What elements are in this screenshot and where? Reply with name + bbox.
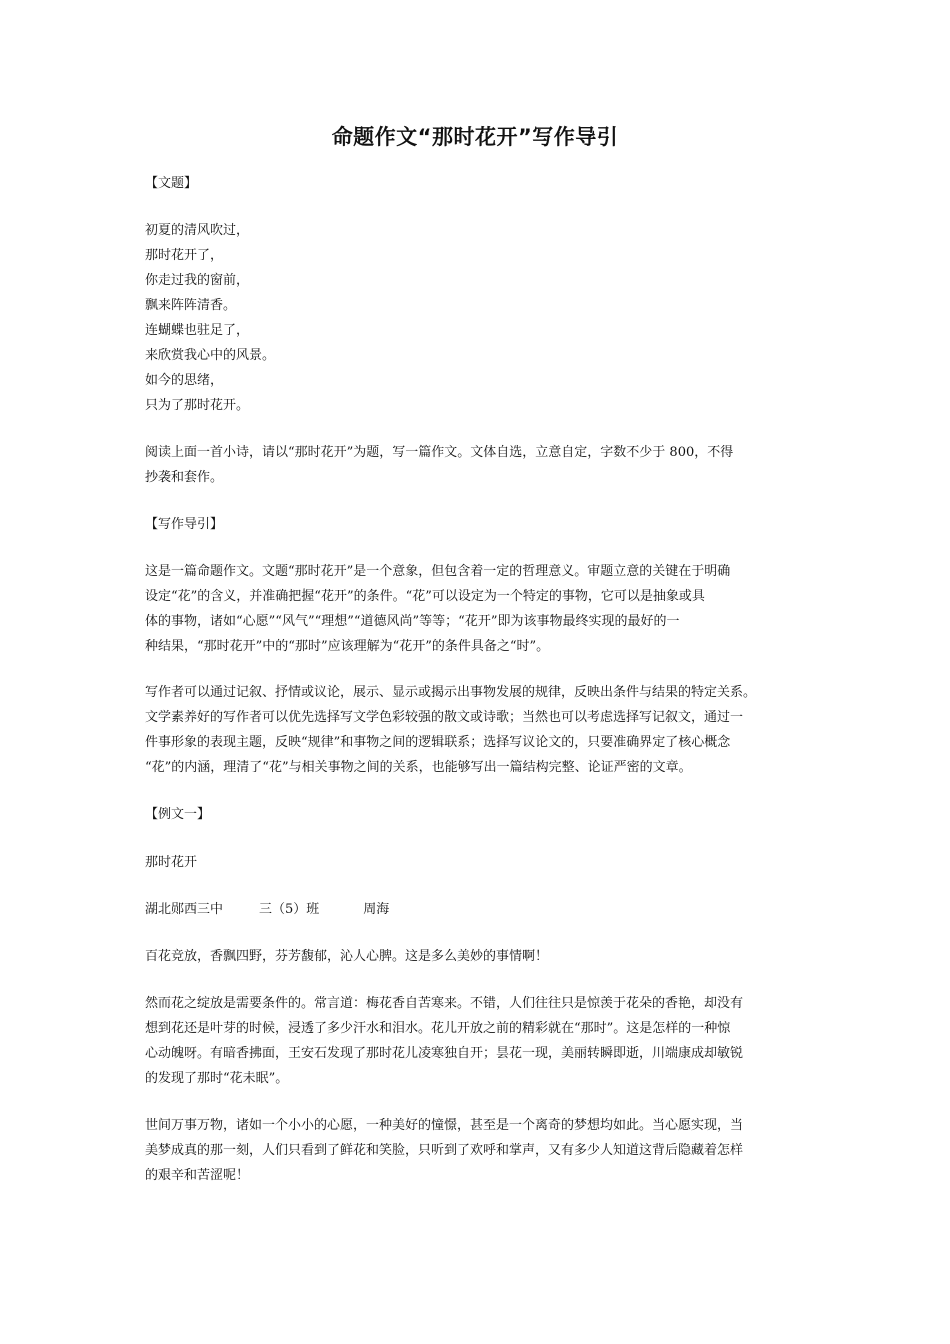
essay-author-line xyxy=(145,900,815,920)
guide-paragraph-line: 设定“花”的含义，并准确把握“花开”的条件。“花”可以设定为一个特定的事物，它可以是抽象或具 xyxy=(145,589,705,604)
guide-paragraph-line: 体的事物，诸如“心愿”“风气”“理想”“道德风尚”等等；“花开”即为该事物最终实现的最好的一 xyxy=(145,614,680,629)
author-class: 三（5）班 xyxy=(259,902,320,917)
essay-paragraph-line: 百花竞放，香飘四野，芬芳馥郁，沁人心脾。这是多么美妙的事情啊！ xyxy=(145,949,549,964)
poem-line: 来欣赏我心中的风景。 xyxy=(145,348,276,363)
poem-line: 你走过我的窗前， xyxy=(145,273,250,288)
essay-paragraph-line: 然而花之绽放是需要条件的。常言道：梅花香自苦寒来。不错，人们往往只是惊羡于花朵的香艳，却没有 xyxy=(145,996,744,1011)
guide-paragraph-line: 这是一篇命题作文。文题“那时花开”是一个意象，但包含着一定的哲理意义。审题立意的关键在于明确 xyxy=(145,564,731,579)
guide-paragraph-line: 件事形象的表现主题，反映“规律”和事物之间的逻辑联系；选择写议论文的，只要准确界定了核心概念 xyxy=(145,735,731,750)
guide-paragraph-line: 种结果，“那时花开”中的“那时”应该理解为“花开”的条件具备之“时”。 xyxy=(145,639,550,654)
poem-line: 那时花开了， xyxy=(145,248,224,263)
prompt-line: 抄袭和套作。 xyxy=(145,470,224,485)
author-name: 周海 xyxy=(363,902,390,917)
poem-line: 连蝴蝶也驻足了， xyxy=(145,323,250,338)
guide-paragraph-line: “花”的内涵，理清了“花”与相关事物之间的关系，也能够写出一篇结构完整、论证严密的文章。 xyxy=(145,760,692,775)
essay-paragraph-line: 的发现了那时“花未眠”。 xyxy=(145,1071,289,1086)
poem-line: 飘来阵阵清香。 xyxy=(145,298,237,313)
poem-line: 如今的思绪， xyxy=(145,373,224,388)
section-heading-guide: 【写作导引】 xyxy=(145,517,224,532)
poem-line: 只为了那时花开。 xyxy=(145,398,250,413)
section-heading-example: 【例文一】 xyxy=(145,807,211,822)
essay-paragraph-line: 世间万事万物，诸如一个小小的心愿，一种美好的憧憬，甚至是一个离奇的梦想均如此。当心愿实现，当 xyxy=(145,1118,744,1133)
essay-paragraph-line: 想到花还是叶芽的时候，浸透了多少汗水和泪水。花儿开放之前的精彩就在“那时”。这是怎样的一种惊 xyxy=(145,1021,731,1036)
section-heading-topic: 【文题】 xyxy=(145,176,198,191)
essay-paragraph-line: 美梦成真的那一刻，人们只看到了鲜花和笑脸，只听到了欢呼和掌声，又有多少人知道这背后隐藏着怎样 xyxy=(145,1143,744,1158)
guide-paragraph-line: 写作者可以通过记叙、抒情或议论，展示、显示或揭示出事物发展的规律，反映出条件与结果的特定关系。 xyxy=(145,685,757,700)
author-school: 湖北郧西三中 xyxy=(145,902,224,917)
essay-paragraph-line: 心动魄呀。有暗香拂面，王安石发现了那时花儿凌寒独自开；昙花一现，美丽转瞬即逝，川端康成却敏锐 xyxy=(145,1046,744,1061)
page-title: 命题作文“那时花开”写作导引 xyxy=(331,125,619,149)
essay-paragraph-line: 的艰辛和苦涩呢！ xyxy=(145,1168,250,1183)
prompt-line: 阅读上面一首小诗，请以“那时花开”为题，写一篇作文。文体自选，立意自定，字数不少于 800，不得 xyxy=(145,445,734,460)
guide-paragraph-line: 文学素养好的写作者可以优先选择写文学色彩较强的散文或诗歌；当然也可以考虑选择写记叙文，通过一 xyxy=(145,710,744,725)
poem-line: 初夏的清风吹过， xyxy=(145,223,250,238)
essay-title: 那时花开 xyxy=(145,855,198,870)
